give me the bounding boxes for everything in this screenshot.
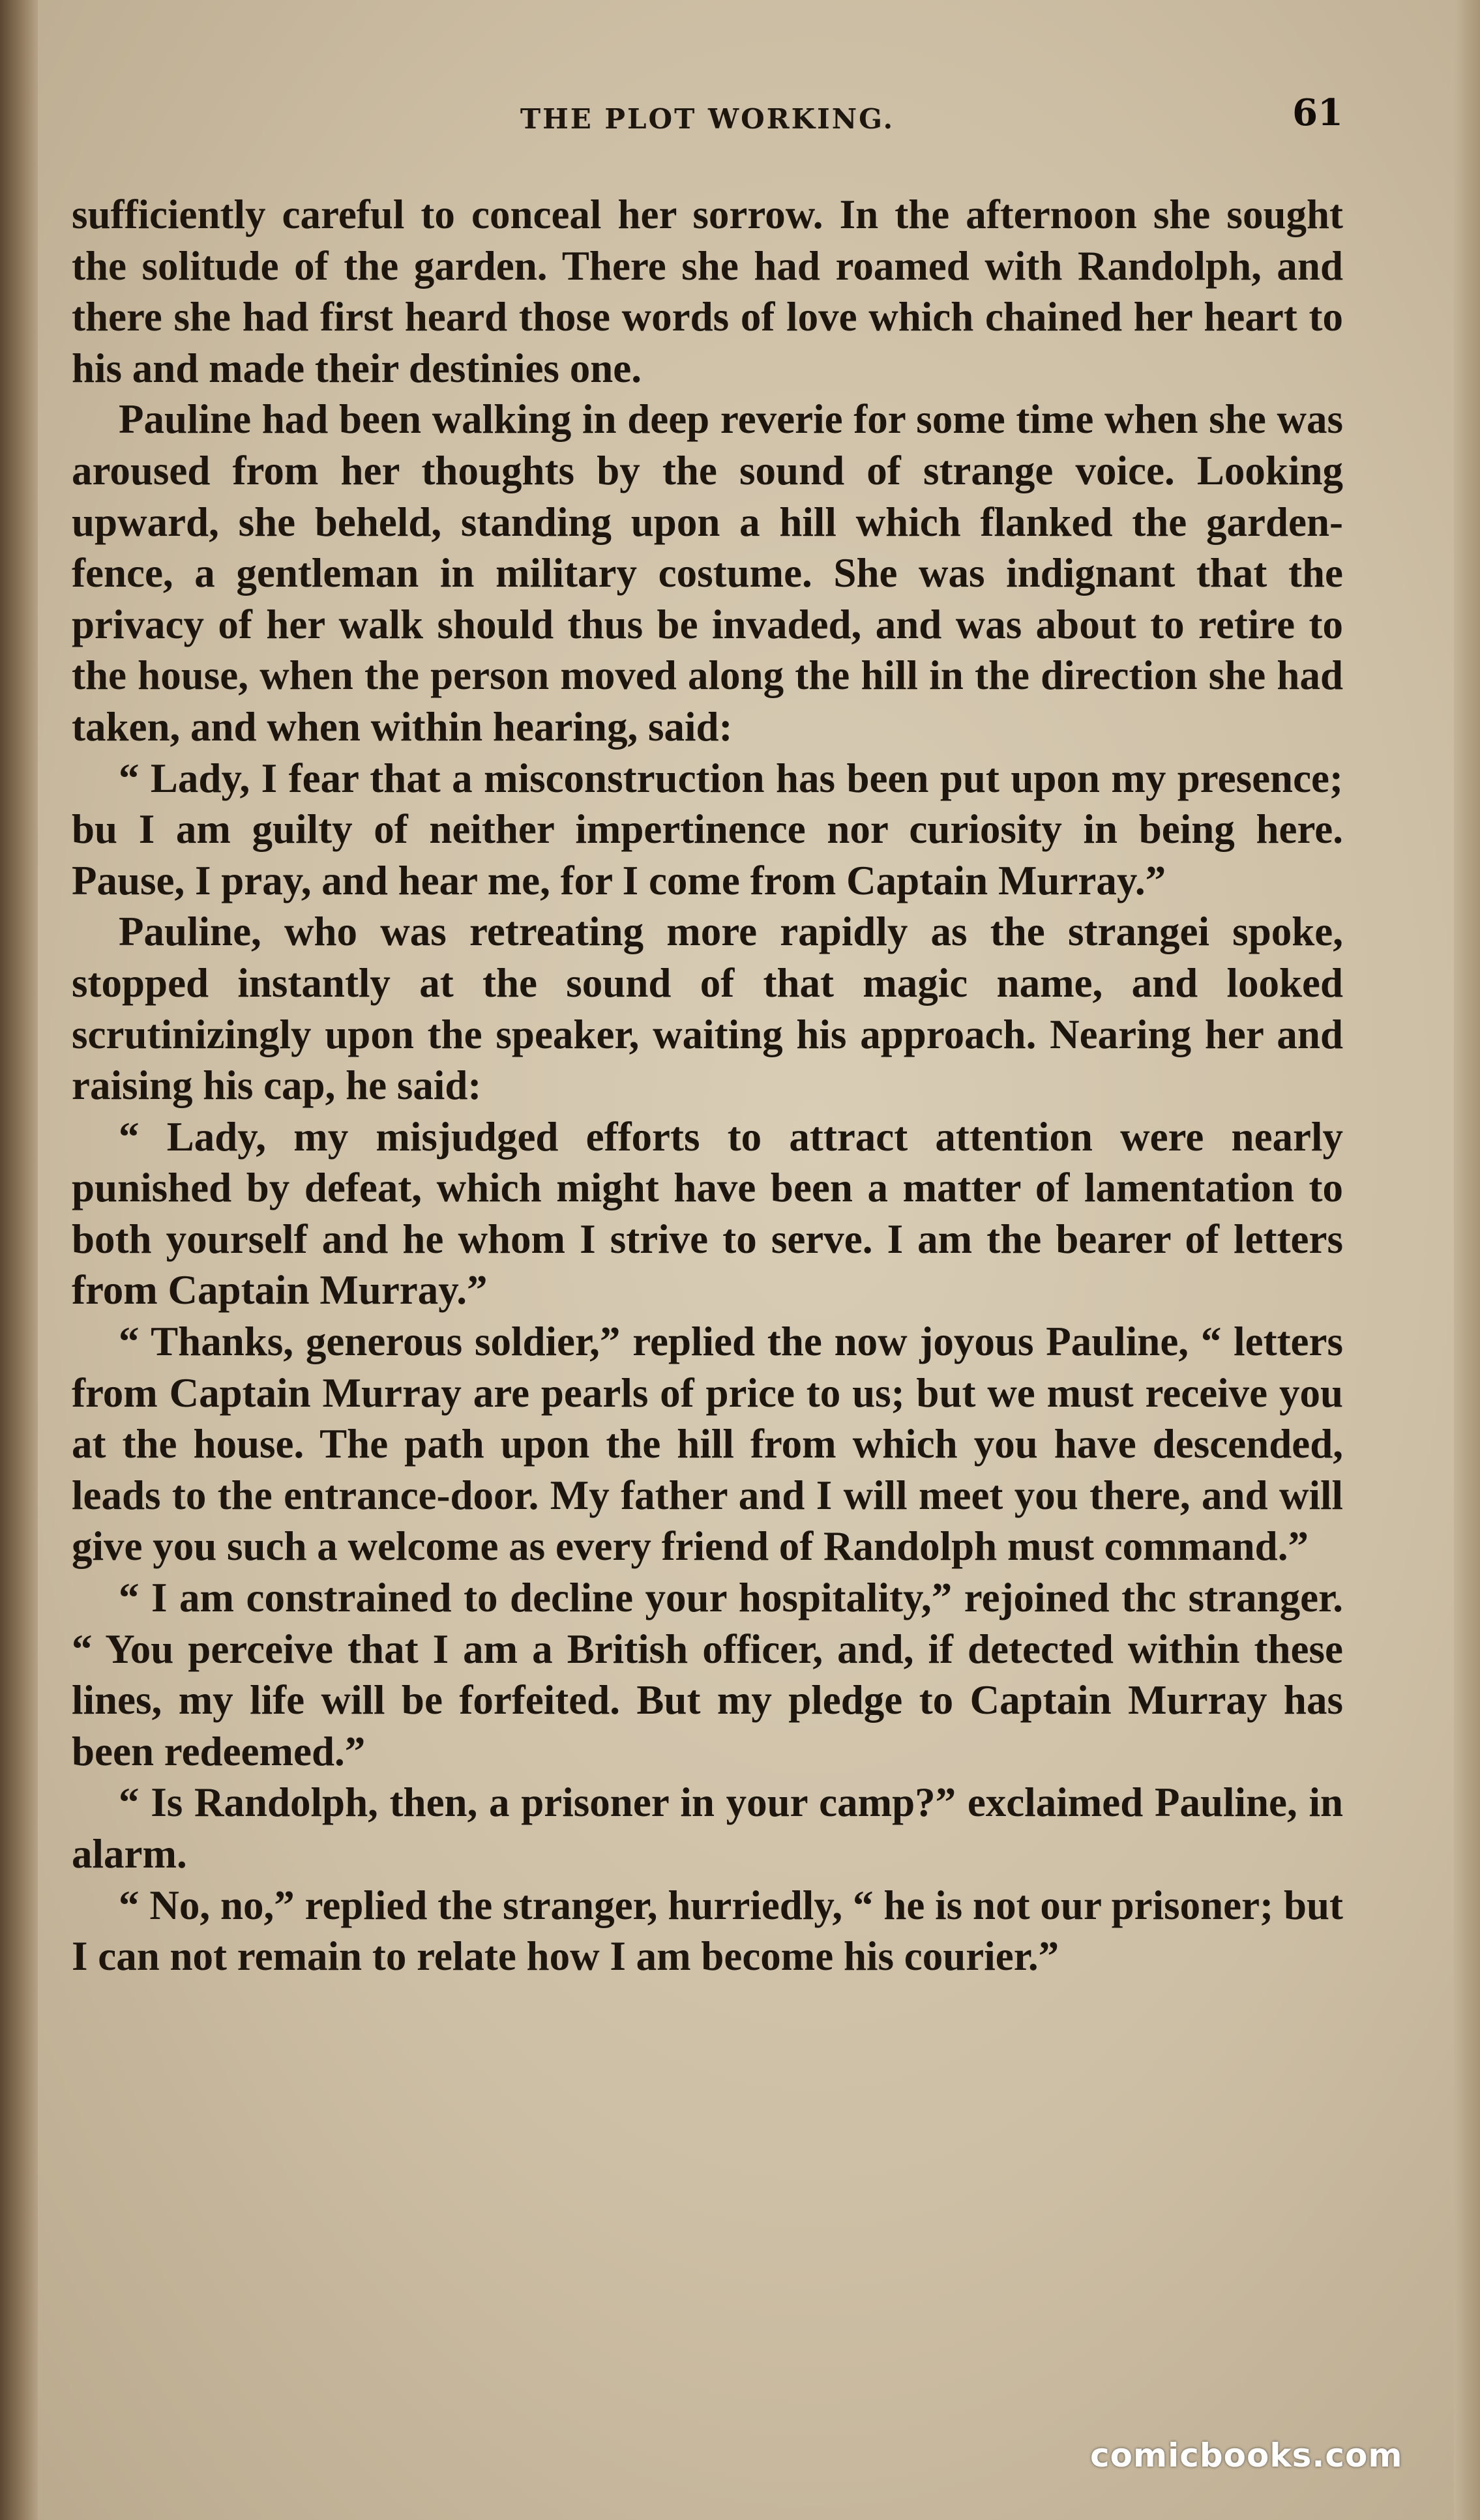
page-gutter-edge (0, 0, 38, 2520)
running-head: THE PLOT WORKING. (520, 103, 895, 135)
paragraph: “ Lady, I fear that a misconstruction has been put upon my presence; bu I am guilty of neither impertinence nor curiosity in being here. Pause, I pray, and hear me, for I come from Captain Murray.” (72, 755, 1343, 903)
paragraph: “ Lady, my misjudged efforts to attract attention were nearly punished by defeat, which might have been a matter of lamentation to both yourself and he whom I strive to serve. I am the bearer of letters from Captain Murray.” (72, 1113, 1343, 1313)
paragraph: Pauline had been walking in deep reverie for some time when she was aroused from her thoughts by the sound of strange voice. Looking upward, she beheld, standing upon a hill which flanked the garden-fence, a gentleman in military costume. She was indignant that the privacy of her walk should thus be invaded, and was about to retire to the house, when the person moved along the hill in the direction she had taken, and when within hearing, said: (72, 396, 1343, 750)
paragraph: “ I am constrained to decline your hospitality,” rejoined thc stranger. “ You perceive that I am a British officer, and, if detected within these lines, my life will be forfeited. But my pledge to Captain Murray has been redeemed.” (72, 1575, 1343, 1774)
paragraph: “ Thanks, generous soldier,” replied the now joyous Pauline, “ letters from Captain Murray are pearls of price to us; but we must receive you at the house. The path upon the hill from which you have descended, leads to the entrance-door. My father and I will meet you there, and will give you such a welcome as every friend of Randolph must command.” (72, 1319, 1343, 1570)
paragraph: “ No, no,” replied the stranger, hurriedly, “ he is not our prisoner; but I can not remain to relate how I am become his courier.” (72, 1882, 1343, 1980)
page-outer-edge (1454, 0, 1480, 2520)
watermark: comicbooks.com (1090, 2437, 1403, 2474)
paragraph: “ Is Randolph, then, a prisoner in your camp?” exclaimed Pauline, in alarm. (72, 1780, 1343, 1877)
paragraph: sufficiently careful to conceal her sorrow. In the afternoon she sought the solitude of the garden. There she had roamed with Randolph, and there she had first heard those words of love which chained her heart to his and made their destinies one. (72, 192, 1343, 391)
page-header (72, 91, 1343, 150)
page-number: 61 (1292, 91, 1343, 134)
body-text (72, 189, 1343, 1982)
paragraph: Pauline, who was retreating more rapidly as the strangei spoke, stopped instantly at the sound of that magic name, and looked scrutinizingly upon the speaker, waiting his approach. Nearing her and raising his cap, he said: (72, 909, 1343, 1109)
